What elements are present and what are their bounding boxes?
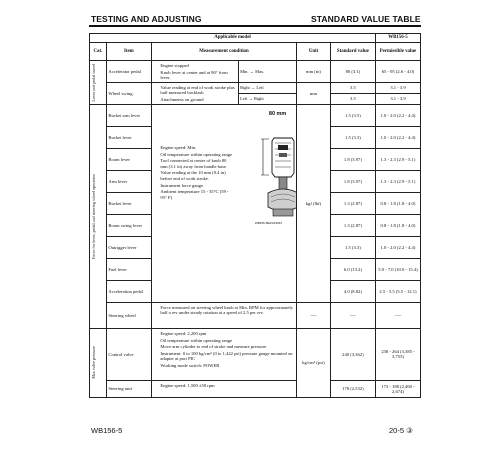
condition-cell bbox=[151, 328, 296, 380]
condition-text: • Force measured on steering wheel knob at Min. RPM for approximately half a rev under steady rotation at a speed of 2.5 per rev. bbox=[160, 305, 294, 316]
table-row bbox=[90, 328, 421, 380]
item-cell: Arm lever bbox=[106, 170, 151, 192]
condition-cell bbox=[151, 82, 238, 104]
standard-value-cell: 3.5 bbox=[330, 93, 375, 104]
standard-value-cell: 178 (2,532) bbox=[330, 380, 375, 397]
item-cell: Steering unit bbox=[106, 380, 151, 397]
unit-cell: kg/cm² (psi) bbox=[297, 328, 331, 397]
standard-value-table bbox=[89, 33, 421, 398]
category-cell bbox=[90, 61, 107, 105]
condition-text: • Knob lever at center and at 90° from lever. bbox=[160, 70, 236, 81]
item-cell: Bucket arm lever bbox=[106, 104, 151, 126]
standard-value-cell: 1.8 (3.97) bbox=[330, 148, 375, 170]
condition-text: • Oil temperature within operating range bbox=[160, 338, 294, 343]
item-cell: Wheel swing bbox=[106, 82, 151, 104]
item-cell: Control valve bbox=[106, 328, 151, 380]
permissible-value-cell: 5.0 - 7.0 (10.0 - 15.4) bbox=[375, 258, 420, 280]
condition-text: • Engine speed: 1,500 ±50 rpm bbox=[160, 383, 294, 388]
condition-text: • Engine speed: Min. bbox=[160, 145, 234, 150]
condition-text: • Oil temperature within operating range bbox=[160, 152, 234, 157]
condition-text: • Attachments on ground bbox=[160, 97, 236, 102]
standard-value-cell: 1.3 (2.87) bbox=[330, 192, 375, 214]
permissible-value-cell: 0.8 - 1.8 (1.8 - 4.0) bbox=[375, 192, 420, 214]
table-row bbox=[90, 302, 421, 328]
condition-text: • Engine stopped bbox=[160, 63, 236, 68]
direction-cell: Left → Right bbox=[238, 93, 297, 104]
category-label: Max valve pressure bbox=[90, 346, 96, 380]
permissible-value-cell: 3.1 - 3.9 bbox=[375, 82, 420, 93]
standard-value-cell: 3.5 bbox=[330, 82, 375, 93]
permissible-value-cell: 3.1 - 3.9 bbox=[375, 93, 420, 104]
condition-text: • Tool connected at center of knob 80 mm (3.1 in) away from handle base. bbox=[160, 158, 234, 169]
condition-cell bbox=[151, 302, 296, 328]
unit-cell: mm bbox=[297, 82, 331, 104]
item-cell: Accelerator pedal bbox=[106, 61, 151, 83]
col-header-condition: Measurement condition bbox=[151, 43, 296, 61]
condition-text: • Move arm cylinder to end of stroke and measure pressure bbox=[160, 344, 294, 349]
item-cell: Bucket lever bbox=[106, 126, 151, 148]
direction-cell: Right → Left bbox=[238, 82, 297, 93]
condition-text: • Instrument: 0 to 100 kg/cm² (0 to 1,422 psi) pressure gauge mounted on adapter at port PIC bbox=[160, 351, 294, 362]
standard-value-cell: 6.0 (13.2) bbox=[330, 258, 375, 280]
figure-dimension-label: 80 mm bbox=[268, 110, 287, 117]
permissible-value-cell: 1.3 - 2.3 (2.9 - 5.1) bbox=[375, 170, 420, 192]
standard-value-cell: 4.0 (8.82) bbox=[330, 280, 375, 302]
unit-cell: ---- bbox=[297, 302, 331, 328]
footer-page-number: 20-5 ③ bbox=[389, 426, 413, 435]
permissible-value-cell: 0.8 - 1.8 (1.8 - 4.0) bbox=[375, 214, 420, 236]
col-header-item: Item bbox=[106, 43, 151, 61]
permissible-value-cell: ---- bbox=[375, 302, 420, 328]
col-header-standard: Standard value bbox=[330, 43, 375, 61]
category-cell bbox=[90, 328, 107, 397]
force-condition-cell bbox=[151, 104, 296, 302]
table-row bbox=[90, 61, 421, 83]
category-label: Force for lever, pedal and steering wheel operation bbox=[90, 173, 96, 259]
condition-text: • Engine speed: 2,200 rpm bbox=[160, 331, 294, 336]
standard-value-cell: 80 (3.1) bbox=[330, 61, 375, 83]
table-row bbox=[90, 104, 421, 126]
permissible-value-cell: 173 - 188 (2,460 - 2,674) bbox=[375, 380, 420, 397]
category-label: Lever and pedal travel bbox=[90, 63, 96, 102]
standard-value-cell: 1.5 (3.3) bbox=[330, 236, 375, 258]
permissible-value-cell: 1.3 - 2.3 (2.9 - 5.1) bbox=[375, 148, 420, 170]
table-row bbox=[90, 380, 421, 397]
permissible-value-cell: 65 - 95 (2.6 - 4.0) bbox=[375, 61, 420, 83]
permissible-value-cell: 238 - 264 (3,385 - 3,755) bbox=[375, 328, 420, 380]
header-rule bbox=[89, 25, 421, 27]
condition-text: • Value reading at the 10 mm (0.4 in) before end of work stroke. bbox=[160, 170, 234, 181]
table-row bbox=[90, 82, 421, 93]
lever-knob-figure bbox=[260, 135, 297, 219]
condition-text: • Ambient temperature 15 - 35°C (59 - 95° F) bbox=[160, 189, 234, 200]
standard-value-cell: 1.5 (3.3) bbox=[330, 126, 375, 148]
standard-value-cell: 240 (3,362) bbox=[330, 328, 375, 380]
applicable-model-value: WB156-5 bbox=[375, 34, 420, 43]
permissible-value-cell: 1.0 - 2.0 (2.2 - 4.4) bbox=[375, 104, 420, 126]
permissible-value-cell: 1.0 - 2.0 (2.2 - 4.4) bbox=[375, 126, 420, 148]
footer-model: WB156-5 bbox=[91, 426, 123, 435]
standard-value-cell: 1.3 (2.87) bbox=[330, 214, 375, 236]
permissible-value-cell: 2.5 - 5.5 (5.5 - 12.1) bbox=[375, 280, 420, 302]
figure-code: WB156-5E0/A16067 bbox=[254, 220, 283, 225]
item-cell: Outrigger lever bbox=[106, 236, 151, 258]
category-cell bbox=[90, 104, 107, 328]
item-cell: Acceleration pedal bbox=[106, 280, 151, 302]
unit-cell: kgf (lbf) bbox=[297, 104, 331, 302]
condition-text: • Value reading at end of work stroke plus half measured backlash bbox=[160, 85, 236, 96]
standard-value-cell: ---- bbox=[330, 302, 375, 328]
condition-text: • Working mode switch: POWER bbox=[160, 363, 294, 368]
item-cell: Steering wheel bbox=[106, 302, 151, 328]
condition-cell bbox=[151, 61, 238, 83]
col-header-cat: Cat. bbox=[90, 43, 107, 61]
permissible-value-cell: 1.0 - 2.0 (2.2 - 4.4) bbox=[375, 236, 420, 258]
unit-cell: mm (in) bbox=[297, 61, 331, 83]
col-header-permissible: Permissible value bbox=[375, 43, 420, 61]
standard-value-cell: 1.8 (3.97) bbox=[330, 170, 375, 192]
item-cell: Boom lever bbox=[106, 148, 151, 170]
col-header-unit: Unit bbox=[297, 43, 331, 61]
direction-cell: Min. → Max. bbox=[238, 61, 297, 83]
standard-value-cell: 1.5 (3.5) bbox=[330, 104, 375, 126]
item-cell: Fuel lever bbox=[106, 258, 151, 280]
condition-text: • Instrument force gauge bbox=[160, 183, 234, 188]
condition-cell bbox=[151, 380, 296, 397]
applicable-model-label: Applicable model bbox=[90, 34, 376, 43]
item-cell: Boom swing lever bbox=[106, 214, 151, 236]
header-table-title: STANDARD VALUE TABLE bbox=[311, 14, 421, 24]
item-cell: Bucket lever bbox=[106, 192, 151, 214]
header-section-title: TESTING AND ADJUSTING bbox=[91, 14, 202, 24]
